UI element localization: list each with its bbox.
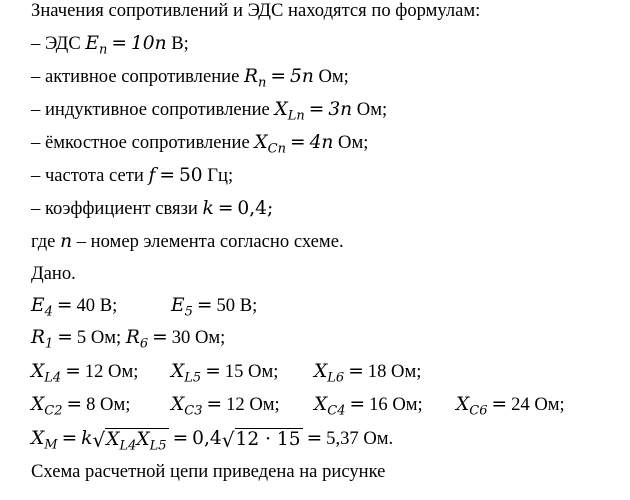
capacitive-formula: 4n [309, 132, 334, 153]
where-prefix: где [31, 231, 56, 252]
coupling-value: 0,4; [237, 198, 274, 219]
emf-unit: В; [171, 33, 189, 54]
where-suffix: – номер элемента согласно схеме. [76, 231, 344, 252]
xl5-value: $X_{L5} = 15$ Ом; [171, 361, 279, 386]
intro-text: Значения сопротивлений и ЭДС находятся по формулам: [31, 0, 481, 21]
emf-label: – ЭДС [31, 33, 81, 54]
emf-formula: 10n [130, 33, 167, 54]
where-line: где n – номер элемента согласно схеме. [31, 231, 344, 252]
footer-text: Схема расчетной цепи приведена на рисунке [31, 461, 386, 482]
capacitive-label: – ёмкостное сопротивление [31, 132, 250, 153]
coupling-line: – коэффициент связи k = 0,4; [31, 198, 274, 219]
xm-coefficient: 0,4 [192, 428, 222, 449]
xm-result: 5,37 Ом. [326, 428, 394, 449]
mutual-inductance-formula: $X_M = k$ √ $X_{L4}X_{L5}$ = 0,4 √ 12 · 15 = 5,37 Ом. [31, 428, 394, 454]
xc3-value: $X_{C3} = 12$ Ом; [171, 394, 280, 419]
emf-formula-line: – ЭДС $E_n = 10n$ В; [31, 33, 189, 58]
given-label: Дано. [31, 263, 76, 284]
inductive-formula: 3n [328, 99, 353, 120]
xc2-value: $X_{C2} = 8$ Ом; [31, 394, 131, 419]
resistance-label: – активное сопротивление [31, 66, 240, 87]
inductive-unit: Ом; [356, 99, 388, 120]
inductive-formula-line: – индуктивное сопротивление $X_{Ln} = 3n$ Ом; [31, 99, 388, 124]
frequency-line: – частота сети f = 50 Гц; [31, 165, 234, 186]
e5-value: $E_5 = 50$ В; [171, 295, 258, 320]
e4-value: $E_4 = 40$ В; [31, 295, 118, 320]
xm-radicand: 12 · 15 [235, 429, 301, 450]
r1-value: $R_1 = 5$ Ом; [31, 327, 122, 352]
frequency-label: – частота сети [31, 165, 144, 186]
r6-value: $R_6 = 30$ Ом; [125, 327, 226, 352]
capacitive-formula-line: – ёмкостное сопротивление $X_{Cn} = 4n$ Ом; [31, 132, 369, 157]
frequency-value: 50 [178, 165, 203, 186]
xl4-value: $X_{L4} = 12$ Ом; [31, 361, 139, 386]
xl6-value: $X_{L6} = 18$ Ом; [314, 361, 422, 386]
capacitive-unit: Ом; [338, 132, 369, 153]
coupling-label: – коэффициент связи [31, 198, 198, 219]
resistance-formula-line: – активное сопротивление $R_n = 5n$ Ом; [31, 66, 349, 91]
resistance-given-row [31, 327, 226, 352]
inductive-label: – индуктивное сопротивление [31, 99, 270, 120]
xc6-value: $X_{C6} = 24$ Ом; [456, 394, 565, 419]
resistance-formula: 5n [290, 66, 314, 87]
frequency-unit: Гц; [207, 165, 234, 186]
resistance-unit: Ом; [318, 66, 349, 87]
xc4-value: $X_{C4} = 16$ Ом; [314, 394, 423, 419]
